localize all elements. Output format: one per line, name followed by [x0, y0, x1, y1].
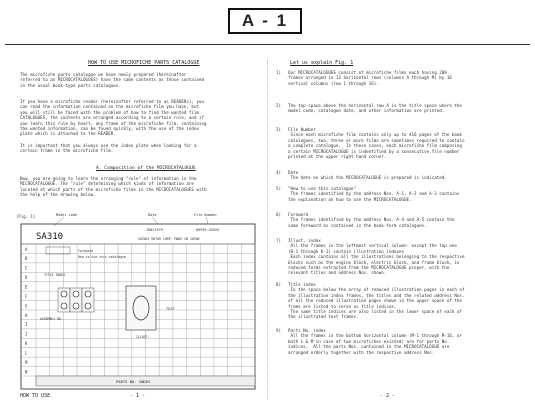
explanation-item-number: 9) — [276, 328, 282, 333]
text-label: TEXT — [166, 307, 175, 311]
row-letter: N — [25, 369, 28, 375]
explanation-item-text: Foreword The frames identified by the address Nos. A-4 and A-5 contain the same foreword as contained in the book-form catalogues. — [288, 212, 455, 228]
explanation-item-number: 2) — [276, 103, 282, 108]
row-letter: B — [25, 256, 28, 262]
row-letter: J — [25, 331, 28, 337]
row-letter: A — [25, 246, 28, 252]
parts-index-label: PARTS NO. INDEX — [116, 379, 151, 384]
footer-left-label: HOW TO USE — [20, 393, 51, 399]
row-letter: L — [25, 350, 28, 356]
row-letter: D — [25, 275, 28, 281]
assembly-no-label: ASSEMBLY NO. — [40, 317, 64, 321]
right-page-title: Let us explain Fig. 1 — [290, 60, 354, 66]
reader-paragraph: If you have a microfiche reader (hereinafter referred to as READERs), you can read the information contained on the microfiche film you have, but you will still be faced with the problem of how to find the wanted film CATALOGUES, the contents are arranged according to a certain rule, and if you learn this rule by heart, any frame of the microfiche film, containing the wanted information, can be found quickly, with the use of the index plate which is attached to the READER. — [20, 99, 207, 137]
page-section-label: A - 1 — [228, 8, 302, 34]
section-a-title: A. Composition of the MICROCATALOGUE — [96, 166, 196, 171]
illust-frame — [126, 286, 156, 330]
header-rule — [5, 44, 530, 45]
explanation-item-text: Illust. index All the frames in the leftmost vertical column- except the top one (B-1 through K-1) contain illustration indexes Each index contains all the illustrations belonging to the respective blocks such as the engine block, electric block, and frame block, in reduced forms extracted from the MICROCATALOGUE proper, with the relevant titles and address Nos. shown. — [288, 238, 465, 276]
footer-right-page-number: - 2 - — [380, 393, 396, 399]
foreword-label: Foreword — [78, 249, 94, 253]
explanation-item-number: 3) — [276, 127, 282, 132]
fig-label: (Fig. 1) — [16, 214, 36, 219]
illust-index-block — [58, 288, 94, 312]
section-a-paragraph: Now, you are going to learn the arranging "rule" of information in the MICROCATALOGUE. The "rule" determining which kinds of information are located at which parts of the microfiche films in the MICROCATALOGUES with the help of the drawing below. — [20, 176, 207, 198]
file-number-value: #9999-XXXXX — [196, 228, 220, 232]
left-page-title: HOW TO USE MICROFICHE PARTS CATALOGUE — [88, 60, 200, 66]
explanation-item-text: Title index In the space below the array of reduced illustration pages in each of the illustration index frames, the titles and the related address Nos. of all the reduced illustration pages shown in the upper space of the frame are listed to serve as title indices. The same title indices are also listed in the lower space of each of the illustrated text frames. — [288, 282, 465, 320]
row-letter: C — [25, 265, 28, 271]
explanation-item-text: Parts No. index All the frames in the bottom horizontal column (M-1 through M-16, or both L & M in case of two microfiches existed) are for parts No. indices. All the parts Nos. contained in the MICROCATALOGUE are arranged orderly together with the respective address Nos. — [288, 328, 462, 355]
explanation-item-number: 5) — [276, 186, 282, 191]
file-number-label: File Number — [194, 213, 218, 217]
footer-left-page-number: - 1 - — [130, 393, 146, 399]
explanation-item-text: Our MICROCATALOGUES consist of microfiche films each having 208 frames arranged in 13 horizontal rows (columns A through M) by 16 vertical columns (row 1 through 16). — [288, 70, 452, 86]
explanation-item-number: 7) — [276, 238, 282, 243]
row-letter: E — [25, 284, 28, 290]
explanation-item-text: Date The date on which the MICROCATALOGUE is prepared is indicated. — [288, 170, 447, 181]
row-letter: H — [25, 312, 28, 318]
model-code-label: Model code — [56, 213, 78, 217]
explanation-item-number: 4) — [276, 170, 282, 175]
explanation-item-number: 8) — [276, 282, 282, 287]
title-index-label: TITLE INDEX — [44, 273, 66, 277]
how-to-use-label: How to use this catalogue — [78, 255, 126, 259]
row-letter: G — [25, 303, 28, 309]
explanation-item-text: The top space above the horizontal row A is the title space where the model code, catalogue date, and other information are printed. — [288, 103, 462, 114]
explanation-item-number: 6) — [276, 212, 282, 217]
explanation-item-number: 1) — [276, 70, 282, 75]
illust-label: ILLUST. — [136, 335, 150, 339]
page-gutter — [267, 60, 268, 400]
model-code: SA310 — [36, 232, 64, 242]
explanation-item-text: "How to use this catalogue" The frames identified by the address Nos. A-1, A-2 and A-3 contains the explanation on how to use the MICROCATALOGUE. — [288, 186, 460, 202]
row-letter: K — [25, 341, 28, 347]
row-letter: M — [25, 359, 28, 365]
row-letter: I — [25, 322, 28, 328]
row-letter: F — [25, 293, 28, 299]
intro-paragraph: The microfiche parts catalogue we have newly prepared (hereinafter referred to as MICROCATALOGUES) have the same contents as those contained in the usual book-type parts catalogues. — [20, 72, 205, 88]
microfiche-diagram — [16, 212, 260, 392]
date-value: JUN/1979 — [146, 228, 163, 232]
date-label: Date — [148, 213, 157, 217]
company-line: SUZUKI MOTOR CORP. MADE IN JAPAN — [138, 237, 200, 241]
explanation-item-text: File Number Since each microfiche film contains only up to 416 pages of the book catalogues, two, three or more films are sometimes required to contain a complete catalogue. In these cases, each microfiche film composing a certain MICROCATALOGUE is indentified by a consecutive file number printed at the upper right hand corner. — [288, 127, 465, 160]
important-paragraph: It is important that you always use the index plate when looking for a certain frame in the microfiche film. — [20, 143, 197, 154]
